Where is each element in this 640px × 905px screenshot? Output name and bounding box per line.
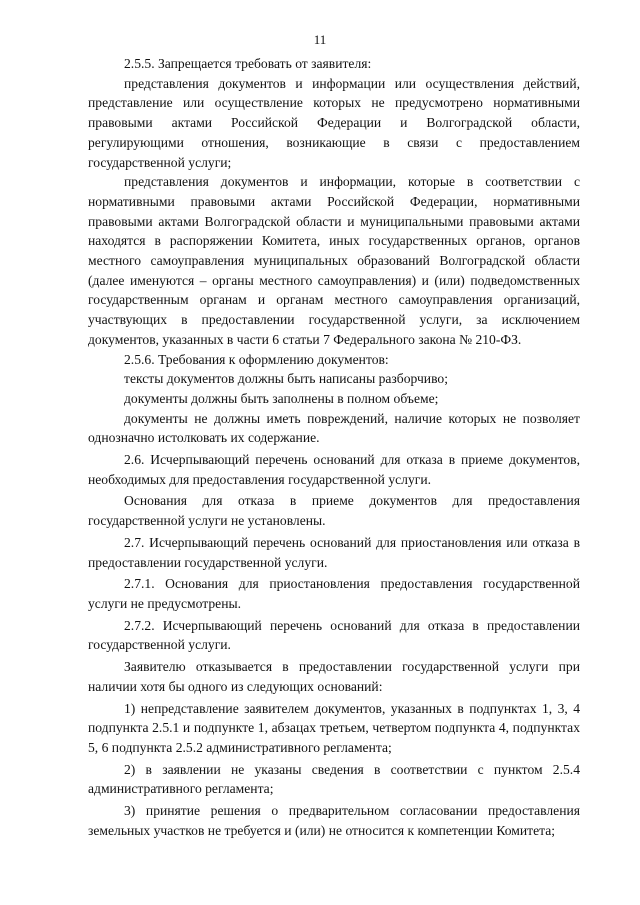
paragraph-2-6-text: Основания для отказа в приеме документов для предоставления государственной услуги не установлены. bbox=[88, 493, 580, 529]
page-number: 11 bbox=[313, 32, 327, 47]
paragraph-requirement-3: документы не должны иметь повреждений, наличие которых не позволяет однозначно истолковать их содержание. bbox=[88, 410, 580, 446]
paragraph-2-7-heading: 2.7. Исчерпывающий перечень оснований для приостановления или отказа в предоставлении государственной услуги. bbox=[88, 534, 580, 570]
paragraph-refusal-item-2: 2) в заявлении не указаны сведения в соответствии с пунктом 2.5.4 административного регламента; bbox=[88, 761, 580, 797]
paragraph-requirement-2: документы должны быть заполнены в полном объеме; bbox=[124, 390, 439, 406]
paragraph-2-6-heading: 2.6. Исчерпывающий перечень оснований для отказа в приеме документов, необходимых для предоставления государственной услуги. bbox=[88, 452, 580, 487]
paragraph-refusal-intro: Заявителю отказывается в предоставлении государственной услуги при наличии хотя бы одного из следующих оснований: bbox=[88, 659, 580, 694]
paragraph-requirement-1: тексты документов должны быть написаны разборчиво; bbox=[124, 371, 448, 387]
paragraph-2-5-6-heading: 2.5.6. Требования к оформлению документов: bbox=[124, 351, 389, 367]
paragraph-2-7-1: 2.7.1. Основания для приостановления предоставления государственной услуги не предусмотрены. bbox=[88, 576, 580, 611]
paragraph-2-5-5-heading: 2.5.5. Запрещается требовать от заявителя: bbox=[124, 56, 372, 71]
paragraph-refusal-item-1: 1) непредставление заявителем документов, указанных в подпунктах 1, 3, 4 подпункта 2.5.1 и подпункте 1, абзацах третьем, четвертом подпункта 4, подпунктах 5, 6 подпункта 2.5.2 административного регламента; bbox=[88, 700, 580, 755]
paragraph-prohibition-2: представления документов и информации, которые в соответствии с нормативными правовыми актами Российской Федерации, нормативными правовыми актами Волгоградской области и муниципальными правовыми актами находятся в распоряжении Комитета, иных государственных органов, органов местного самоуправления муниципальных образований Волгоградской области (далее именуются – органы местного самоуправления) и (или) подведомственных государственным органам и органам местного самоуправления организаций, участвующих в предоставлении государственной услуги, за исключением документов, указанных в части 6 статьи 7 Федерального закона № 210-ФЗ. bbox=[88, 174, 580, 347]
paragraph-2-7-2: 2.7.2. Исчерпывающий перечень оснований для отказа в предоставлении государственной услуги. bbox=[88, 617, 580, 653]
paragraph-prohibition-1: представления документов и информации или осуществления действий, представление или осуществление которых не предусмотрено нормативными правовыми актами Российской Федерации и Волгоградской области, регулирующими отношения, возникающие в связи с предоставлением государственной услуги; bbox=[88, 75, 580, 170]
document-body bbox=[88, 54, 580, 840]
paragraph-refusal-item-3: 3) принятие решения о предварительном согласовании предоставления земельных участков не требуется и (или) не относится к компетенции Комитета; bbox=[88, 803, 580, 838]
